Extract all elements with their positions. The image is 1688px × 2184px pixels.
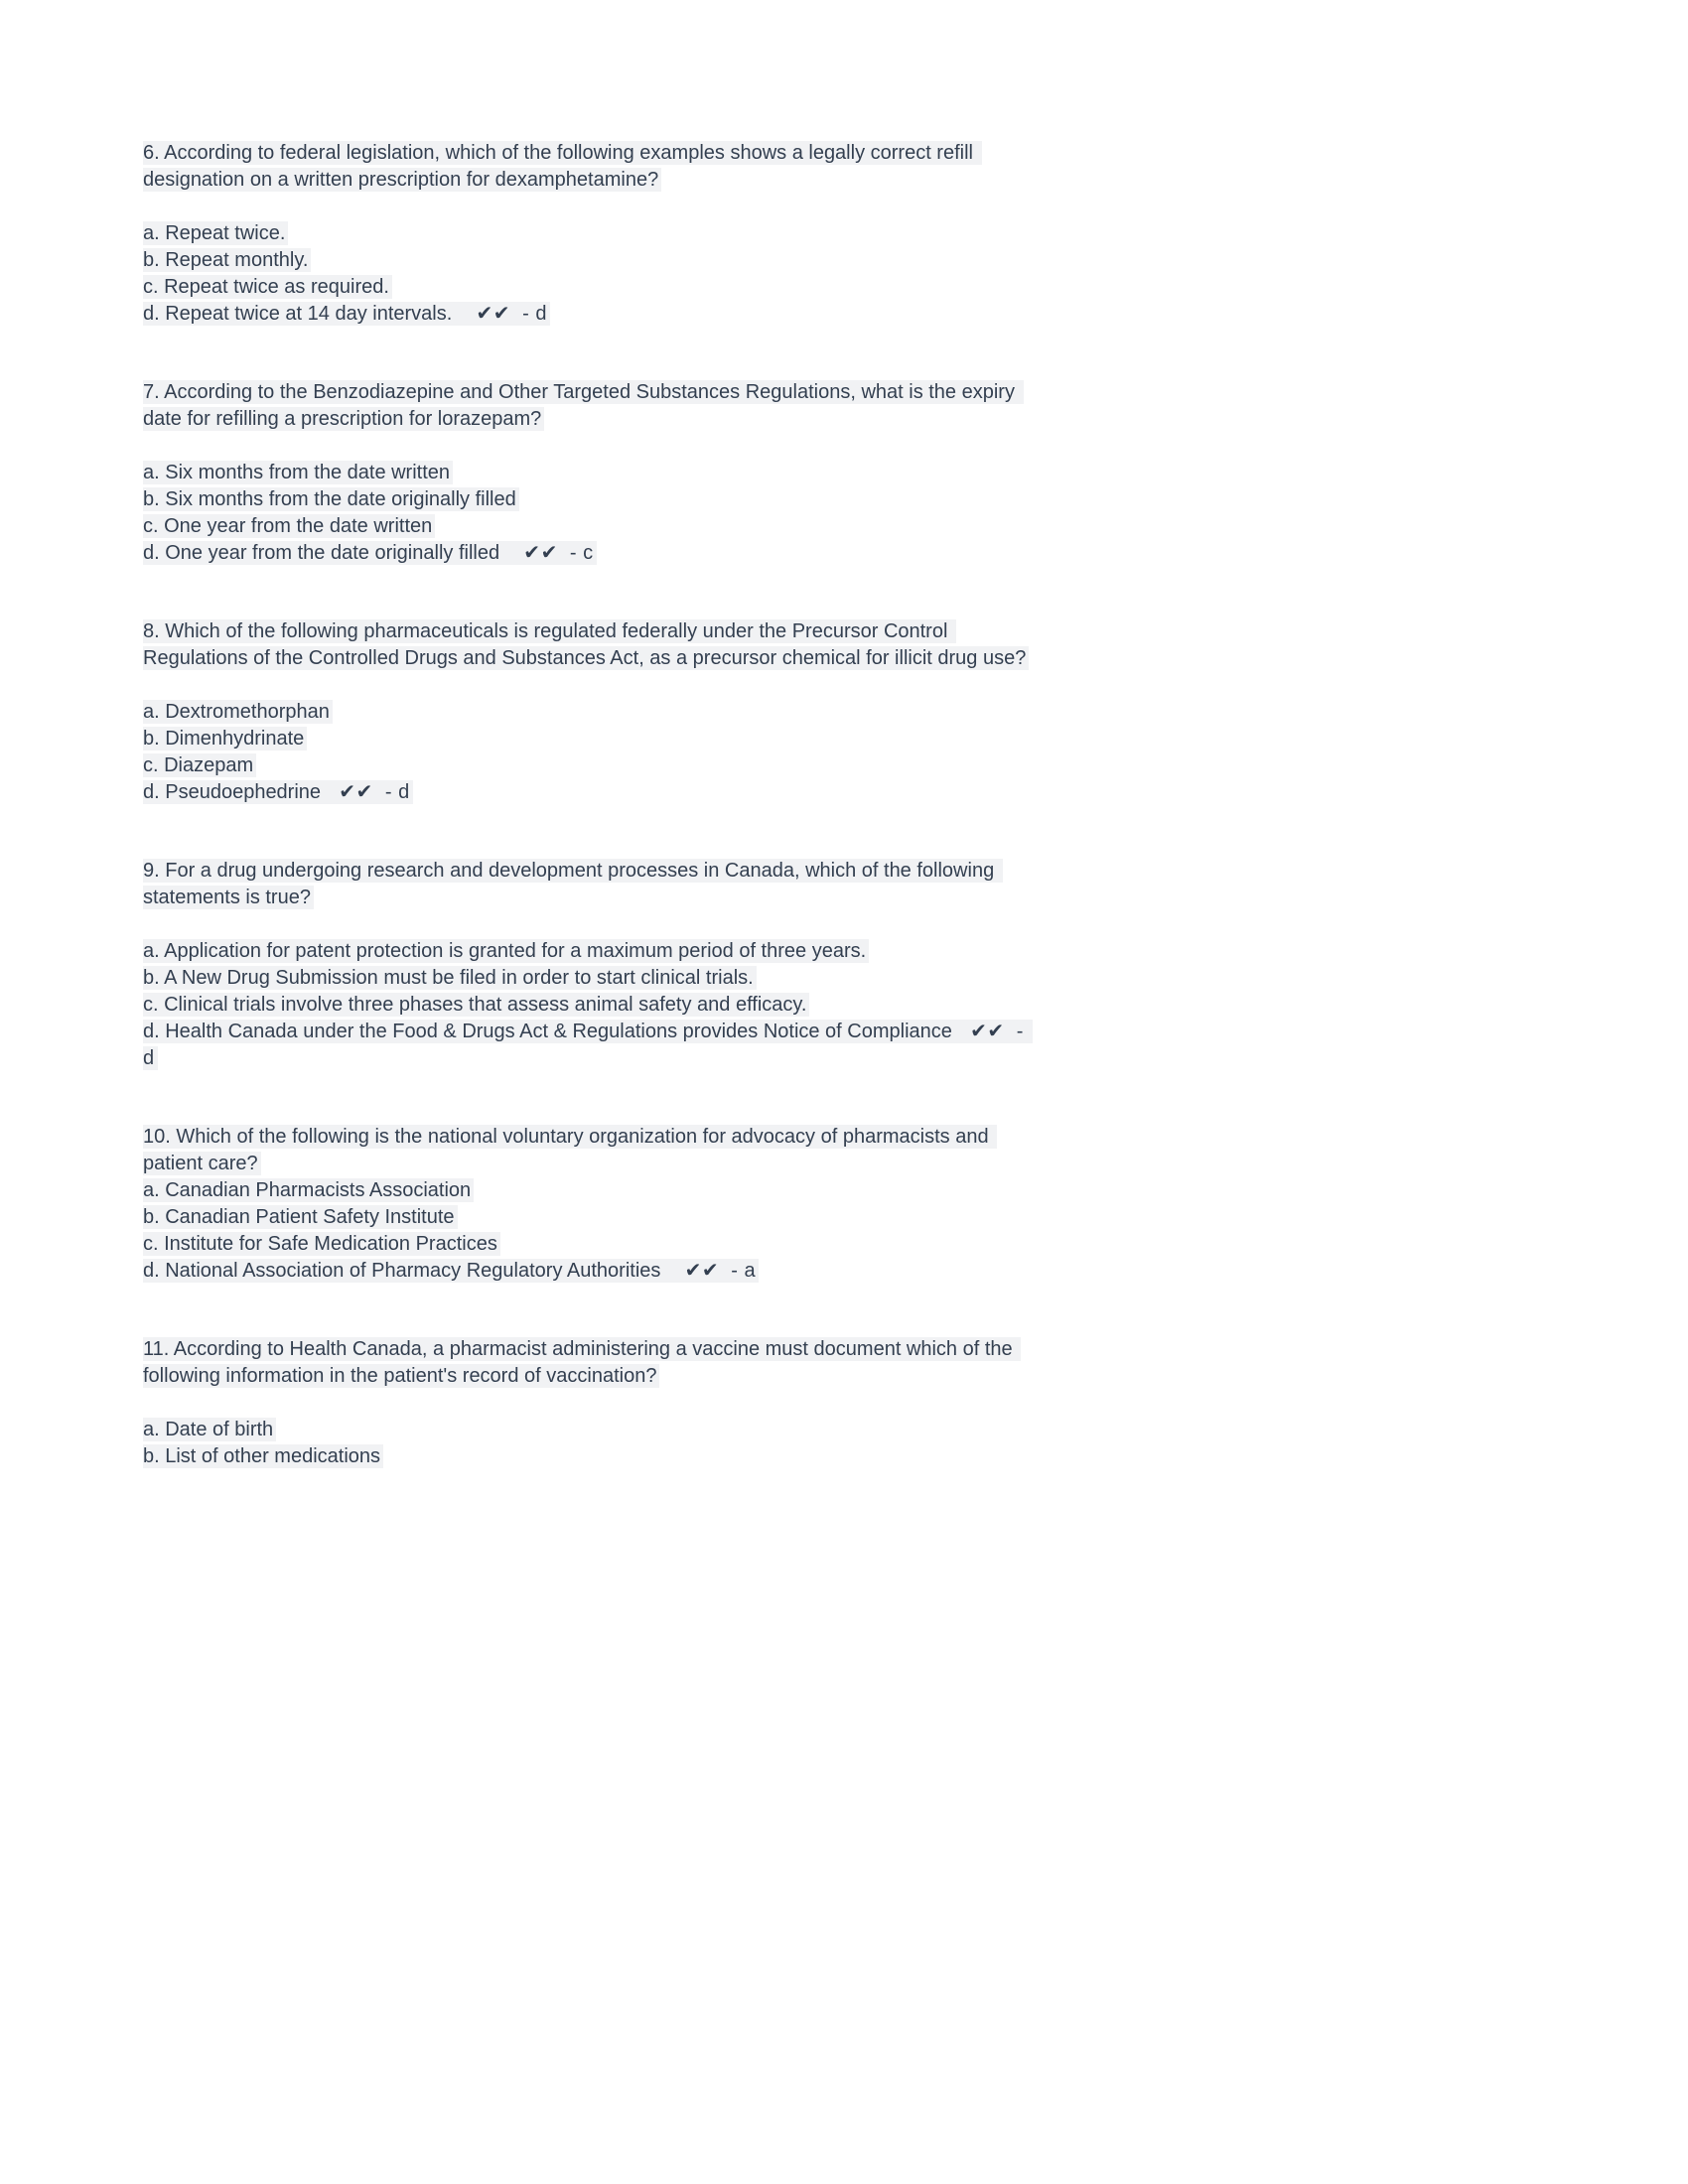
option-line — [143, 938, 1042, 965]
text-highlight — [143, 1020, 1033, 1070]
answer-mark: ✔✔ - d — [452, 303, 547, 325]
text-highlight — [143, 700, 333, 724]
options-list — [143, 460, 1042, 567]
option-line — [143, 779, 1042, 806]
text-highlight: 11. According to Health Canada, a pharmacist administering a vaccine must document which of the following information in the patient's record of vaccination? — [143, 1337, 1021, 1388]
option-text: a. Application for patent protection is granted for a maximum period of three years. — [143, 940, 867, 962]
text-highlight — [143, 541, 597, 565]
option-text: d. Pseudoephedrine — [143, 781, 322, 803]
question-block-11 — [143, 1336, 1042, 1470]
text-highlight — [143, 487, 519, 511]
option-text: d. One year from the date originally filled — [143, 542, 500, 564]
option-text: a. Canadian Pharmacists Association — [143, 1179, 472, 1201]
option-text: d. Health Canada under the Food & Drugs Act & Regulations provides Notice of Compliance — [143, 1021, 952, 1042]
options-list — [143, 1177, 1042, 1285]
text-highlight — [143, 248, 311, 272]
question-text — [143, 140, 1042, 194]
question-block-10 — [143, 1124, 1042, 1285]
text-highlight: 6. According to federal legislation, which of the following examples shows a legally correct refill designation on a written prescription for dexamphetamine? — [143, 141, 982, 192]
option-text: c. Diazepam — [143, 754, 254, 776]
option-line — [143, 752, 1042, 779]
text-highlight: 10. Which of the following is the national voluntary organization for advocacy of pharmacists and patient care? — [143, 1125, 997, 1175]
answer-mark: ✔✔ - c — [499, 542, 594, 564]
option-text: c. Clinical trials involve three phases that assess animal safety and efficacy. — [143, 994, 807, 1016]
option-text: a. Repeat twice. — [143, 222, 286, 244]
text-highlight — [143, 939, 869, 963]
text-highlight — [143, 1178, 474, 1202]
option-line — [143, 965, 1042, 992]
option-text: d. Repeat twice at 14 day intervals. — [143, 303, 453, 325]
option-text: d. National Association of Pharmacy Regulatory Authorities — [143, 1260, 661, 1282]
question-text — [143, 379, 1042, 433]
question-block-9 — [143, 858, 1042, 1072]
option-line — [143, 460, 1042, 486]
option-line — [143, 274, 1042, 301]
option-line — [143, 247, 1042, 274]
answer-mark: ✔✔ - d — [143, 1021, 1030, 1069]
option-line — [143, 486, 1042, 513]
option-text: c. One year from the date written — [143, 515, 433, 537]
options-list — [143, 220, 1042, 328]
question-text — [143, 618, 1042, 672]
text-highlight — [143, 1232, 500, 1256]
option-text: b. Six months from the date originally filled — [143, 488, 516, 510]
text-highlight: 8. Which of the following pharmaceuticals is regulated federally under the Precursor Control Regulations of the Controlled Drugs and Substances Act, as a precursor chemical for illicit drug use? — [143, 619, 1029, 670]
answer-mark: ✔✔ - a — [660, 1260, 757, 1282]
option-line — [143, 301, 1042, 328]
option-line — [143, 513, 1042, 540]
text-highlight: 7. According to the Benzodiazepine and Other Targeted Substances Regulations, what is the expiry date for refilling a prescription for lorazepam? — [143, 380, 1024, 431]
text-highlight — [143, 1205, 458, 1229]
text-highlight — [143, 275, 392, 299]
option-line — [143, 1204, 1042, 1231]
text-highlight — [143, 302, 550, 326]
option-text: a. Six months from the date written — [143, 462, 451, 483]
option-text: b. A New Drug Submission must be filed in order to start clinical trials. — [143, 967, 754, 989]
option-line — [143, 1231, 1042, 1258]
option-text: a. Dextromethorphan — [143, 701, 330, 723]
text-highlight — [143, 514, 435, 538]
option-line — [143, 699, 1042, 726]
option-text: b. List of other medications — [143, 1445, 381, 1467]
option-text: b. Repeat monthly. — [143, 249, 309, 271]
question-text — [143, 1124, 1042, 1177]
option-text: b. Dimenhydrinate — [143, 728, 305, 750]
option-line — [143, 1019, 1042, 1072]
question-block-8 — [143, 618, 1042, 806]
question-block-7 — [143, 379, 1042, 567]
text-highlight — [143, 1259, 759, 1283]
option-line — [143, 992, 1042, 1019]
question-block-6 — [143, 140, 1042, 328]
option-line — [143, 726, 1042, 752]
text-highlight — [143, 461, 453, 484]
text-highlight — [143, 993, 809, 1017]
text-highlight — [143, 1418, 276, 1441]
option-line — [143, 1258, 1042, 1285]
text-highlight — [143, 727, 307, 751]
option-text: a. Date of birth — [143, 1419, 274, 1440]
answer-mark: ✔✔ - d — [321, 781, 410, 803]
option-line — [143, 220, 1042, 247]
option-text: c. Repeat twice as required. — [143, 276, 389, 298]
option-line — [143, 1443, 1042, 1470]
text-highlight — [143, 1444, 383, 1468]
option-line — [143, 540, 1042, 567]
text-highlight — [143, 753, 256, 777]
options-list — [143, 1417, 1042, 1470]
option-line — [143, 1177, 1042, 1204]
question-text — [143, 858, 1042, 911]
text-highlight — [143, 966, 757, 990]
text-highlight — [143, 780, 413, 804]
options-list — [143, 699, 1042, 806]
text-highlight — [143, 221, 288, 245]
options-list — [143, 938, 1042, 1072]
text-highlight: 9. For a drug undergoing research and development processes in Canada, which of the following statements is true? — [143, 859, 1003, 909]
option-line — [143, 1417, 1042, 1443]
question-text — [143, 1336, 1042, 1390]
option-text: c. Institute for Safe Medication Practices — [143, 1233, 497, 1255]
document-content — [143, 140, 1042, 1522]
option-text: b. Canadian Patient Safety Institute — [143, 1206, 455, 1228]
